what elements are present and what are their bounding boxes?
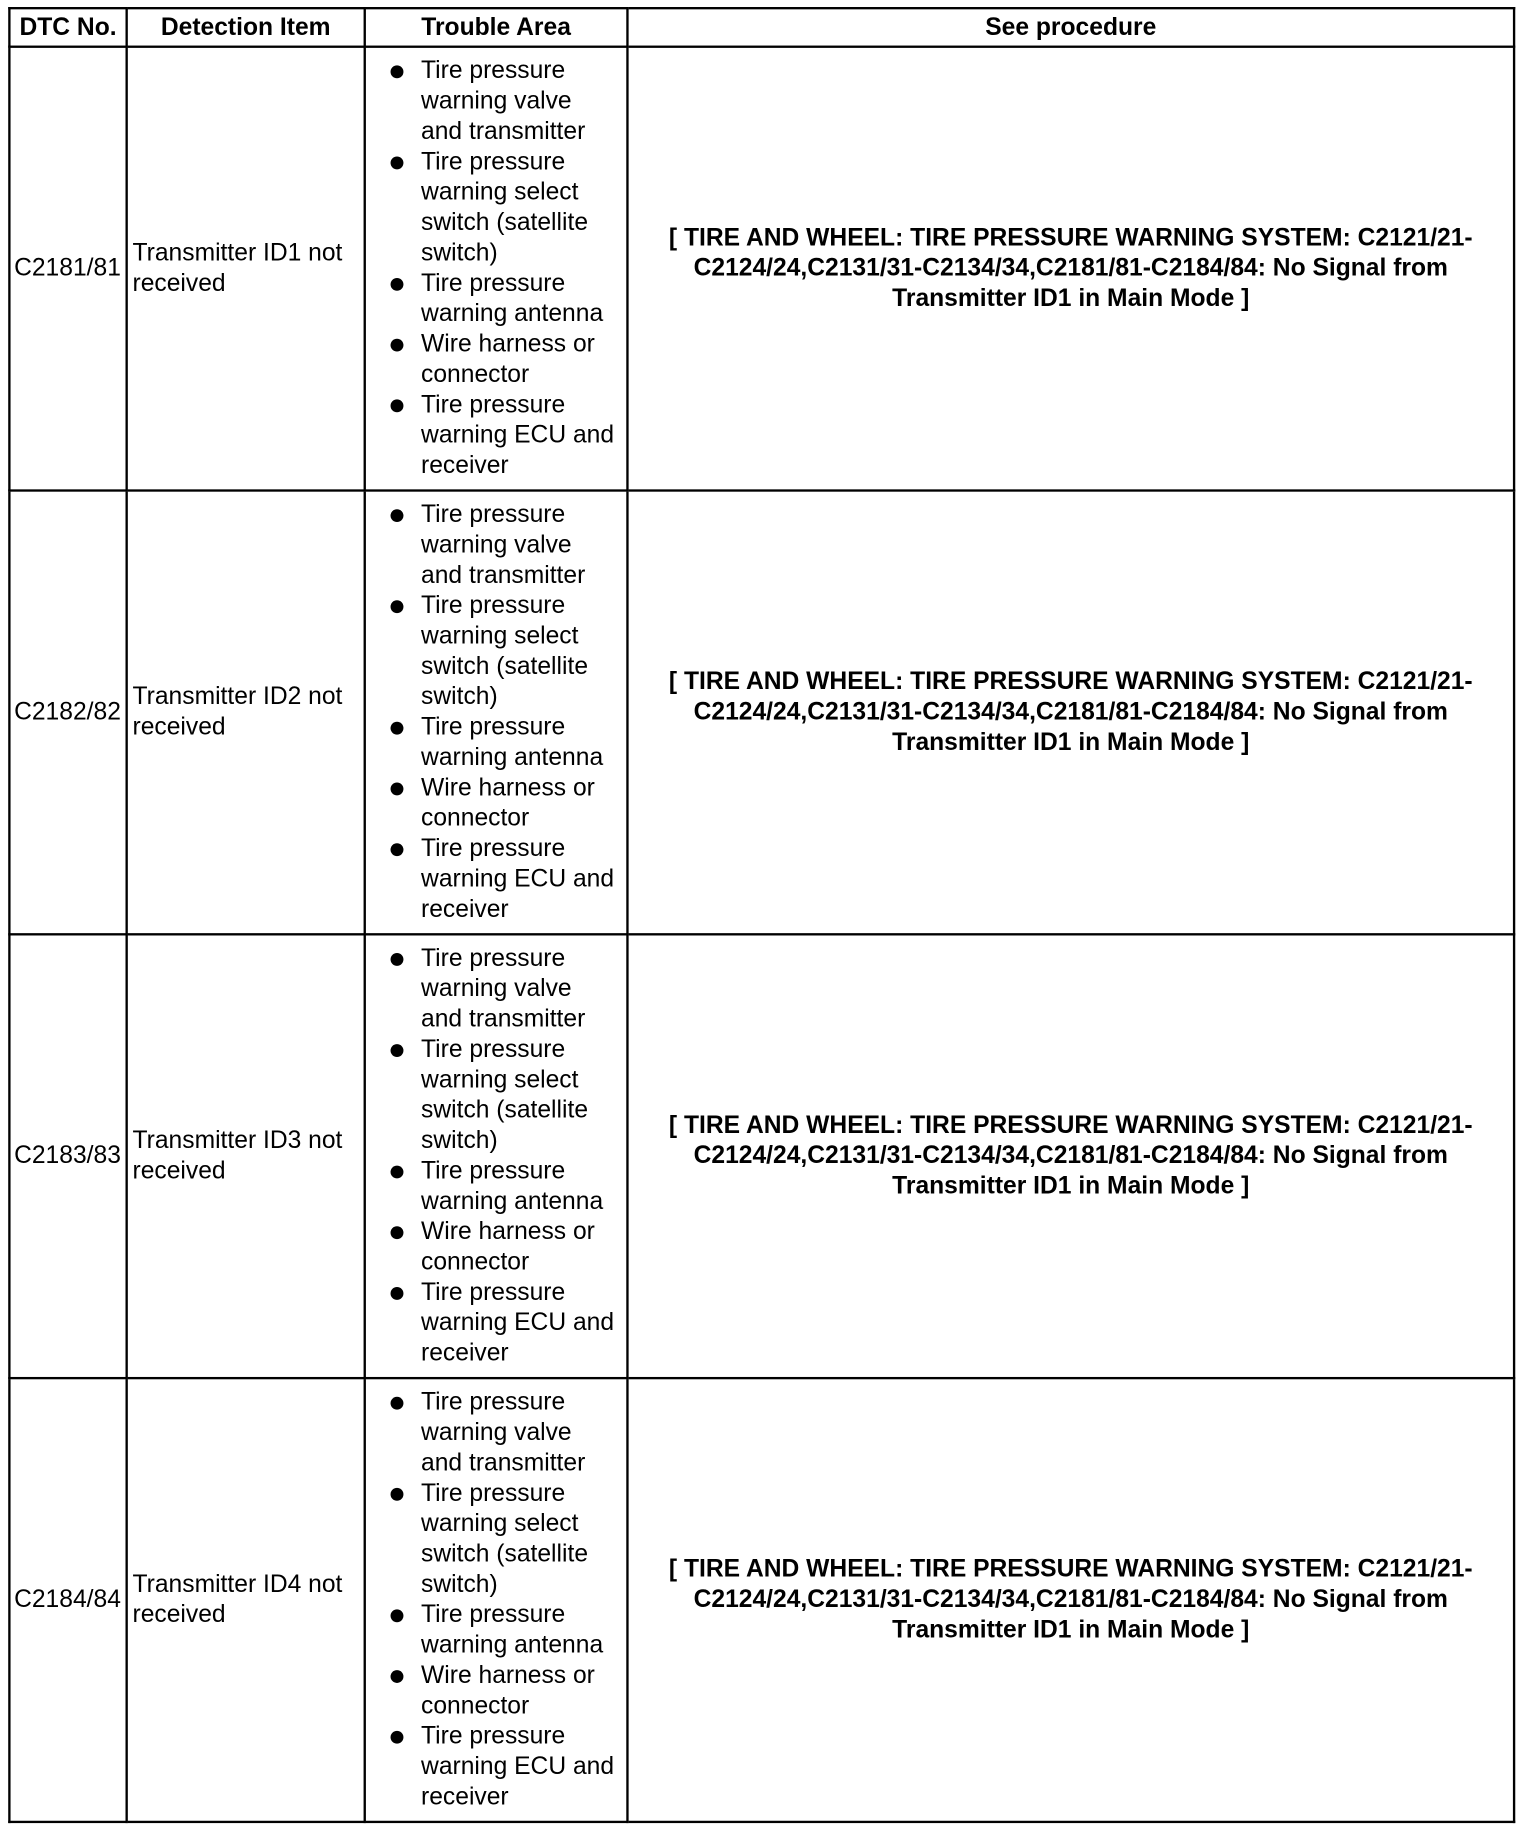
trouble-area-item: Tire pressure warning antenna — [366, 1156, 619, 1217]
detection-item-cell: Transmitter ID3 not received — [127, 934, 365, 1378]
trouble-area-item: Wire harness or connector — [366, 1661, 619, 1722]
procedure-link[interactable]: [ TIRE AND WHEEL: TIRE PRESSURE WARNING SYSTEM: C2121/21-C2124/24,C2131/31-C2134/34,C2181/81-C2184/84: No Signal from Transmitter ID1 in Main Mode ] — [627, 47, 1514, 491]
procedure-link[interactable]: [ TIRE AND WHEEL: TIRE PRESSURE WARNING SYSTEM: C2121/21-C2124/24,C2131/31-C2134/34,C2181/81-C2184/84: No Signal from Transmitter ID1 in Main Mode ] — [627, 934, 1514, 1378]
trouble-area-cell — [365, 934, 628, 1378]
header-dtc-no: DTC No. — [9, 8, 126, 47]
trouble-area-cell — [365, 1378, 628, 1822]
detection-item-cell: Transmitter ID2 not received — [127, 491, 365, 935]
trouble-area-item: Tire pressure warning valve and transmitter — [366, 56, 619, 147]
trouble-area-item: Tire pressure warning ECU and receiver — [366, 1721, 619, 1812]
dtc-cell: C2182/82 — [9, 491, 126, 935]
table-row — [9, 1378, 1514, 1822]
trouble-area-item: Tire pressure warning ECU and receiver — [366, 834, 619, 925]
trouble-area-item: Tire pressure warning antenna — [366, 1600, 619, 1661]
table-row — [9, 47, 1514, 491]
header-row — [9, 8, 1514, 47]
trouble-area-item: Tire pressure warning ECU and receiver — [366, 1278, 619, 1369]
trouble-area-item: Tire pressure warning select switch (satellite switch) — [366, 147, 619, 268]
trouble-area-cell — [365, 47, 628, 491]
table-row — [9, 491, 1514, 935]
trouble-area-cell — [365, 491, 628, 935]
trouble-area-item: Wire harness or connector — [366, 329, 619, 390]
detection-item-cell: Transmitter ID4 not received — [127, 1378, 365, 1822]
trouble-area-list — [366, 937, 626, 1376]
trouble-area-item: Tire pressure warning valve and transmitter — [366, 944, 619, 1035]
trouble-area-item: Tire pressure warning select switch (satellite switch) — [366, 591, 619, 712]
dtc-cell: C2181/81 — [9, 47, 126, 491]
trouble-area-list — [366, 493, 626, 932]
table-row — [9, 934, 1514, 1378]
dtc-table — [8, 7, 1515, 1823]
trouble-area-item: Tire pressure warning valve and transmitter — [366, 1387, 619, 1478]
detection-item-cell: Transmitter ID1 not received — [127, 47, 365, 491]
trouble-area-item: Wire harness or connector — [366, 773, 619, 834]
trouble-area-list — [366, 1380, 626, 1819]
header-see-procedure: See procedure — [627, 8, 1514, 47]
trouble-area-item: Tire pressure warning valve and transmitter — [366, 500, 619, 591]
header-detection-item: Detection Item — [127, 8, 365, 47]
trouble-area-item: Tire pressure warning antenna — [366, 712, 619, 773]
procedure-link[interactable]: [ TIRE AND WHEEL: TIRE PRESSURE WARNING SYSTEM: C2121/21-C2124/24,C2131/31-C2134/34,C2181/81-C2184/84: No Signal from Transmitter ID1 in Main Mode ] — [627, 491, 1514, 935]
trouble-area-item: Wire harness or connector — [366, 1217, 619, 1278]
trouble-area-list — [366, 49, 626, 488]
trouble-area-item: Tire pressure warning select switch (satellite switch) — [366, 1479, 619, 1600]
dtc-cell: C2183/83 — [9, 934, 126, 1378]
procedure-link[interactable]: [ TIRE AND WHEEL: TIRE PRESSURE WARNING SYSTEM: C2121/21-C2124/24,C2131/31-C2134/34,C2181/81-C2184/84: No Signal from Transmitter ID1 in Main Mode ] — [627, 1378, 1514, 1822]
trouble-area-item: Tire pressure warning antenna — [366, 269, 619, 330]
dtc-cell: C2184/84 — [9, 1378, 126, 1822]
trouble-area-item: Tire pressure warning select switch (satellite switch) — [366, 1035, 619, 1156]
header-trouble-area: Trouble Area — [365, 8, 628, 47]
trouble-area-item: Tire pressure warning ECU and receiver — [366, 390, 619, 481]
